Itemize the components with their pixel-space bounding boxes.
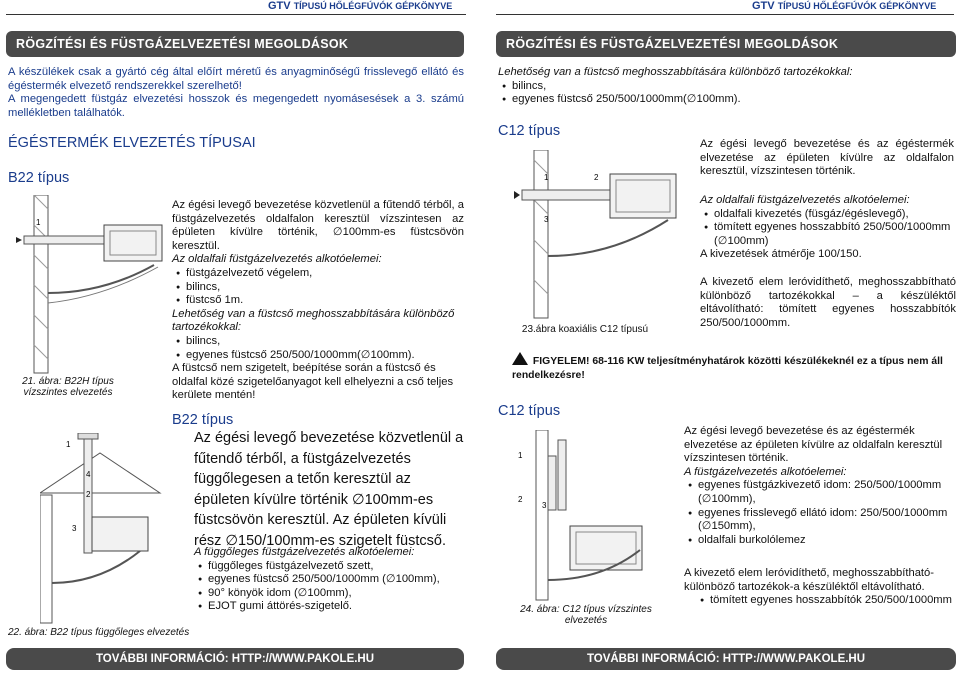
insulation-warning-text: A füstcső nem szigetelt, beépítése során a füstcső és oldalfal közé szigetelőanyagot kell elhelyezni a cső teljes kerülete mentén! — [172, 362, 454, 402]
warning-icon — [512, 352, 528, 365]
list-item: ● füstgázelvezető végelem, — [172, 267, 464, 281]
list-item: ● EJOT gumi áttörés-szigetelő. — [194, 600, 466, 614]
figure-label-2: 2 — [594, 173, 599, 182]
list-item: ● bilincs, — [498, 80, 954, 94]
figure-label-2: 2 — [86, 490, 91, 499]
figure-label-1: 1 — [66, 440, 71, 449]
left-section-banner: RÖGZÍTÉSI ÉS FÜSTGÁZELVEZETÉSI MEGOLDÁSOK — [6, 31, 464, 57]
intro-paragraph-1: A készülékek csak a gyártó cég által előírt méretű és anyagminőségű frisslevegő ellátó és égéstermék elvezető rendszerekkel szerelhető! — [8, 66, 464, 92]
wall-section — [40, 495, 52, 623]
figure-label-4: 4 — [86, 470, 91, 479]
heater-unit — [104, 225, 162, 261]
figure-label-1: 1 — [36, 218, 41, 227]
flue-pipe — [548, 456, 556, 510]
list-item: ● bilincs, — [172, 281, 464, 295]
list-item: ● bilincs, — [172, 335, 464, 349]
brand-label: GTV — [752, 0, 775, 12]
intro-text — [8, 66, 464, 120]
list-item: ● egyenes frisslevegő ellátó idom: 250/500/1000mm (∅150mm), — [684, 507, 956, 534]
b22v-text: Az égési levegő bevezetése közvetlenül a fűtendő térből, a füstgázelvezetés függőlegesen a tetőn keresztül az épületen kívülre történik ∅100mm-es füstcsövön keresztül. Az épületen kívüli rész ∅150/100mm-es szigetelt füstcső. — [194, 430, 464, 549]
extension-title: Lehetőség van a füstcső meghosszabbítására különböző tartozékokkal: — [498, 66, 853, 78]
c12a-diameter: A kivezetések átmérője 100/150. — [700, 248, 862, 261]
b22v-elements-title: A függőleges füstgázelvezetés alkotóelemei: — [194, 546, 415, 558]
figure-24-caption: 24. ábra: C12 típus vízszintes elvezetés — [520, 604, 652, 626]
figure-label-1: 1 — [518, 451, 523, 460]
coaxial-pipe — [522, 190, 618, 200]
figure-22-diagram — [40, 433, 170, 625]
right-extension — [498, 66, 954, 107]
right-section-banner: RÖGZÍTÉSI ÉS FÜSTGÁZELVEZETÉSI MEGOLDÁSOK — [496, 31, 956, 57]
right-page-header — [752, 0, 936, 12]
heater-unit — [610, 174, 676, 218]
header-subtitle: TÍPUSÚ HŐLÉGFÚVÓK GÉPKÖNYVE — [777, 1, 937, 11]
c12a-elements-list — [700, 208, 956, 249]
left-footer-link[interactable]: TOVÁBBI INFORMÁCIÓ: HTTP://WWW.PAKOLE.HU — [6, 648, 464, 670]
list-item: ● egyenes füstgázkivezető idom: 250/500/1000mm (∅100mm), — [684, 479, 956, 506]
heater-unit — [92, 517, 148, 551]
heater-unit — [570, 526, 642, 570]
left-page-header — [268, 0, 452, 12]
support-bracket — [52, 551, 140, 583]
header-rule — [6, 14, 466, 15]
list-item: ● 90° könyök idom (∅100mm), — [194, 587, 466, 601]
list-item: ● egyenes füstcső 250/500/1000mm(∅100mm). — [172, 349, 464, 363]
b22h-text: Az égési levegő bevezetése közvetlenül a fűtendő térből, a füstgázelvezetés oldalfalon keresztül vízszintesen az épületen kívülre történik, ∅100mm-es füstcsövön keresztül. — [172, 199, 464, 252]
b22h-description — [172, 199, 464, 403]
figure-23-diagram — [512, 150, 692, 320]
roof-outline — [40, 453, 160, 493]
extension-list — [498, 80, 954, 107]
b22-heading: B22 típus — [8, 170, 70, 186]
air-intake-pipe — [558, 440, 566, 510]
intro-paragraph-2: A megengedett füstgáz elvezetési hosszok és megengedett nyomásesések a 3. számú mellékletben találhatók. — [8, 93, 464, 119]
figure-label-3: 3 — [542, 501, 547, 510]
list-item: ● tömített egyenes hosszabbítók 250/500/1000mm — [696, 594, 956, 608]
c12a-note: A kivezető elem leróvidíthető, meghosszabbítható különböző tartozékokkal – a készüléktől eltávolítható: tömített egyenes hosszabbítók 250/500/1000mm. — [700, 276, 956, 329]
list-item: ● függőleges füstgázelvezető szett, — [194, 560, 466, 574]
b22v-heading: B22 típus — [172, 412, 234, 428]
figure-21-caption: 21. ábra: B22H típus vízszintes elvezetés — [22, 376, 114, 398]
brand-label: GTV — [268, 0, 291, 12]
section-title: ÉGÉSTERMÉK ELVEZETÉS TÍPUSAI — [8, 135, 256, 151]
b22v-elements-list — [194, 560, 466, 614]
c12b-elements-title: A füstgázelvezetés alkotóelemei: — [684, 465, 847, 478]
support-bracket — [548, 220, 668, 256]
b22h-elements-list — [172, 267, 464, 308]
c12b-elements-list — [684, 479, 956, 547]
list-item: ● tömített egyenes hosszabbító 250/500/1000mm (∅100mm) — [700, 221, 956, 248]
list-item: ● füstcső 1m. — [172, 294, 464, 308]
c12b-note: A kivezető elem leróvidíthető, meghosszabbítható-különböző tartozékok-a készüléktől eltávolítható. — [684, 567, 934, 593]
figure-23-caption: 23.ábra koaxiális C12 típusú — [521, 324, 649, 335]
c12b-extra-list — [696, 594, 956, 608]
flue-pipe — [24, 236, 114, 244]
list-item: ● oldalfali kivezetés (füsgáz/égéslevegő), — [700, 208, 956, 222]
figure-label-3: 3 — [72, 524, 77, 533]
c12a-elements — [700, 194, 956, 262]
figure-22-caption: 22. ábra: B22 típus függőleges elvezetés — [8, 627, 190, 638]
flue-terminal — [16, 237, 22, 243]
b22v-elements — [194, 546, 466, 614]
right-footer-link[interactable]: TOVÁBBI INFORMÁCIÓ: HTTP://WWW.PAKOLE.HU — [496, 648, 956, 670]
c12b-text: Az égési levegő bevezetése és az égéstermék elvezetése az épületen kívülre az oldalfaln keresztül vízszintesen történik. — [684, 425, 943, 465]
figure-label-1: 1 — [544, 173, 549, 182]
c12b-heading: C12 típus — [498, 403, 561, 419]
figure-24-diagram — [512, 430, 660, 602]
c12a-heading: C12 típus — [498, 123, 561, 139]
figure-21-diagram — [14, 195, 174, 375]
warning-box — [512, 352, 956, 383]
warning-text: 68-116 KW teljesítményhatárok közötti készülékeknél ez a típus nem áll rendelkezésre! — [512, 356, 943, 381]
figure-label-2: 2 — [518, 495, 523, 504]
warning-label: FIGYELEM! — [532, 356, 590, 367]
c12b-note-block — [684, 567, 956, 608]
extension-title: Lehetőség van a füstcső meghosszabbítására különböző tartozékokkal: — [172, 307, 455, 334]
extension-list — [172, 335, 464, 362]
c12a-text: Az égési levegő bevezetése és az égéstermék elvezetése az épületen kívülre az oldalfalon keresztül, vízszintesen történik. — [700, 138, 954, 178]
c12a-elements-title: Az oldalfali füstgázelvezetés alkotóelemei: — [700, 194, 910, 206]
list-item: ● oldalfali burkolólemez — [684, 534, 956, 548]
b22h-elements-title: Az oldalfali füstgázelvezetés alkotóelemei: — [172, 253, 382, 266]
c12b-description — [684, 425, 956, 547]
list-item: ● egyenes füstcső 250/500/1000mm(∅100mm). — [498, 93, 954, 107]
header-rule — [496, 14, 954, 15]
figure-label-3: 3 — [544, 215, 549, 224]
list-item: ● egyenes füstcső 250/500/1000mm (∅100mm), — [194, 573, 466, 587]
wall-section — [536, 430, 548, 600]
support-bracket — [48, 265, 154, 293]
flue-terminal — [514, 191, 520, 199]
header-subtitle: TÍPUSÚ HŐLÉGFÚVÓK GÉPKÖNYVE — [293, 1, 453, 11]
